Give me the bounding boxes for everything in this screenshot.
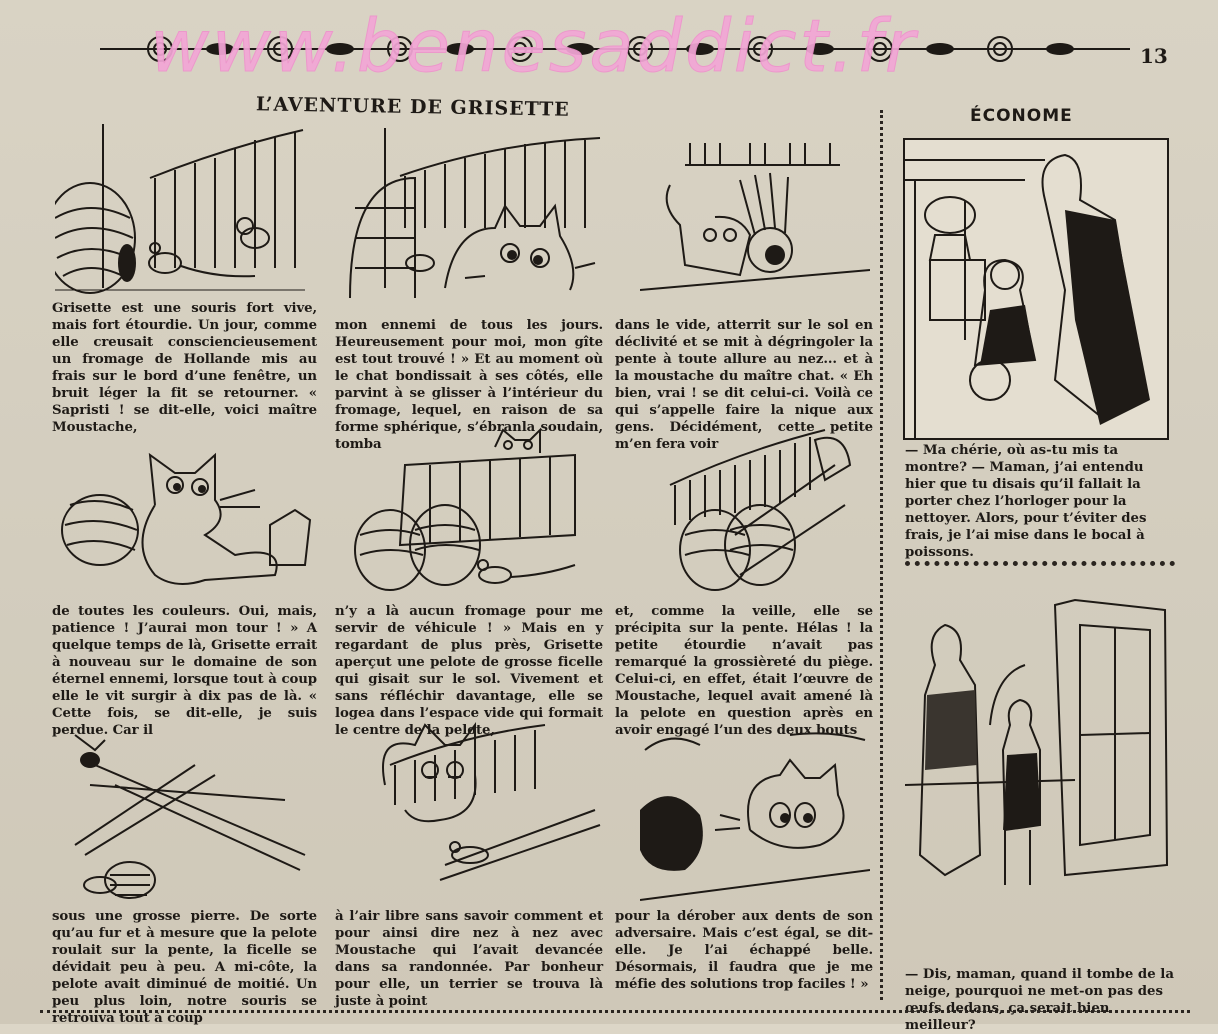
watermark-text: www.benesaddict.fr <box>150 4 918 88</box>
story-text-row2-col3: et, comme la veille, elle se précipita sur la pente. Hélas ! la petite étourdie n’avait pas remarqué la grossièreté du piège. Celui-ci, en effet, était l’œuvre de Moustache, lequel avait amené là la pelote en question après en avoir engagé l’un des deux bouts <box>615 604 873 738</box>
story-text-row2-col1: de toutes les couleurs. Oui, mais, patience ! J’aurai mon tour ! » A quelque temps de là, Grisette errait à nouveau sur le domaine de son éternel ennemi, lorsque tout à coup elle le vit surgir à dix pas de là. « Cette fois, se dit-elle, je suis perdue. Car il <box>52 604 317 738</box>
panel-7-unrolling-string <box>55 725 315 905</box>
panel-8-mouse-meets-cat <box>345 715 605 905</box>
panel-6-wool-rolling <box>645 425 870 595</box>
story-text-row3-col1: sous une grosse pierre. De sorte qu’au fur et à mesure que la pelote roulait sur la pente, la ficelle se dévidait peu à peu. A mi-côte, la pelote avait diminué de moitié. Un peu plus loin, notre souris se retrouva tout à coup <box>52 909 317 1026</box>
gag-2-illustration <box>905 585 1177 960</box>
page-number: 13 <box>1140 44 1168 68</box>
panel-9-mouse-escapes <box>640 720 870 905</box>
story-text-row1-col1: Grisette est une souris fort vive, mais fort étourdie. Un jour, comme elle creusait consciencieusement un fromage de Hollande mis au frais sur le bord d’une fenêtre, un bruit léger la fit se retourner. « Sapristi ! se dit-elle, voici maître Moustache, <box>52 301 317 435</box>
panel-4-cat-sees-mouse <box>55 425 315 595</box>
side-title: ÉCONOME <box>970 106 1073 126</box>
side-divider <box>905 561 1175 566</box>
gag-1-illustration <box>903 138 1169 440</box>
bottom-divider <box>40 1010 1190 1013</box>
panel-3-cheese-rolling <box>640 125 870 300</box>
story-text-row1-col3: dans le vide, atterrit sur le sol en déclivité et se mit à dégringoler la pente à toute allure au nez... et à la moustache du maître chat. « Eh bien, vrai ! se dit celui-ci. Voilà ce qui s’appelle faire la nique aux gens. Décidément, cette petite m’en fera voir <box>615 318 873 452</box>
panel-5-wool-ball <box>345 425 605 595</box>
panel-2-cat-pounce <box>345 118 605 298</box>
story-text-row2-col2: n’y a là aucun fromage pour me servir de véhicule ! » Mais en y regardant de plus près, Grisette aperçut une pelote de grosse ficelle qui gisait sur le sol. Vivement et sans réfléchir davantage, elle se logea dans l’espace vide qui formait le centre de la pelote, <box>335 604 603 738</box>
panel-1-mouse-cheese <box>55 118 305 298</box>
story-text-row1-col2: mon ennemi de tous les jours. Heureusement pour moi, mon gîte est tout trouvé ! » Et au moment où le chat bondissait à ses côtés, elle parvint à se glisser à l’intérieur du fromage, lequel, en raison de sa forme sphérique, s’ébranla soudain, tomba <box>335 318 603 452</box>
column-divider <box>880 110 883 1000</box>
gag-1-caption: — Ma chérie, où as-tu mis ta montre? — Maman, j’ai entendu hier que tu disais qu’il fallait la porter chez l’horloger pour la nettoyer. Alors, pour t’éviter des frais, je l’ai mise dans le bocal à poissons. <box>905 443 1147 560</box>
story-text-row3-col3: pour la dérober aux dents de son adversaire. Mais c’est égal, se dit-elle. Je l’ai échappé belle. Désormais, il faudra que je me méfie des solutions trop faciles ! » <box>615 909 873 992</box>
story-text-row3-col2: à l’air libre sans savoir comment et pour ainsi dire nez à nez avec Moustache qui l’avait devancée dans sa randonnée. Par bonheur pour elle, un terrier se trouva là juste à point <box>335 909 603 1009</box>
story-title: L’AVENTURE DE GRISETTE <box>255 93 570 121</box>
gag-2-caption: — Dis, maman, quand il tombe de la neige, pourquoi ne met-on pas des œufs dedans, ça serait bien meilleur? <box>905 967 1174 1033</box>
